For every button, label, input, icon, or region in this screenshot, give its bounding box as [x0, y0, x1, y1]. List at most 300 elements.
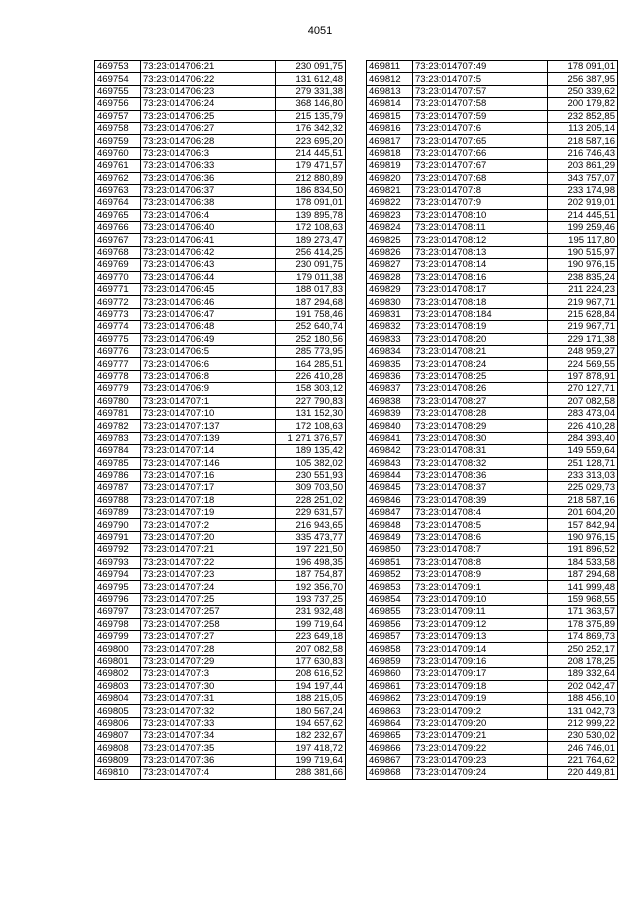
- cadastral-number-cell: 73:23:014709:23: [413, 754, 548, 766]
- cadastral-number-cell: 73:23:014706:41: [141, 234, 276, 246]
- row-number-cell: 469767: [95, 234, 141, 246]
- row-number-cell: 469785: [95, 457, 141, 469]
- cadastral-number-cell: 73:23:014708:27: [413, 395, 548, 407]
- cadastral-value-cell: 211 224,23: [548, 284, 618, 296]
- table-row: [95, 668, 346, 680]
- cadastral-value-cell: 283 473,04: [548, 407, 618, 419]
- cadastral-number-cell: 73:23:014708:5: [413, 519, 548, 531]
- row-number-cell: 469864: [367, 717, 413, 729]
- cadastral-value-cell: 201 604,20: [548, 507, 618, 519]
- row-number-cell: 469797: [95, 606, 141, 618]
- row-number-cell: 469841: [367, 432, 413, 444]
- table-row: [95, 767, 346, 779]
- table-row: [367, 519, 618, 531]
- table-row: [367, 593, 618, 605]
- cadastral-value-cell: 248 959,27: [548, 345, 618, 357]
- cadastral-value-cell: 184 533,58: [548, 556, 618, 568]
- cadastral-value-cell: 187 754,87: [276, 569, 346, 581]
- cadastral-value-cell: 285 773,95: [276, 345, 346, 357]
- row-number-cell: 469809: [95, 754, 141, 766]
- cadastral-number-cell: 73:23:014706:9: [141, 383, 276, 395]
- table-row: [367, 606, 618, 618]
- row-number-cell: 469867: [367, 754, 413, 766]
- cadastral-number-cell: 73:23:014707:67: [413, 160, 548, 172]
- cadastral-value-cell: 188 456,10: [548, 692, 618, 704]
- cadastral-number-cell: 73:23:014707:68: [413, 172, 548, 184]
- cadastral-number-cell: 73:23:014707:146: [141, 457, 276, 469]
- cadastral-value-cell: 218 587,16: [548, 135, 618, 147]
- table-row: [367, 160, 618, 172]
- table-row: [95, 531, 346, 543]
- row-number-cell: 469781: [95, 407, 141, 419]
- row-number-cell: 469762: [95, 172, 141, 184]
- cadastral-value-cell: 252 180,56: [276, 333, 346, 345]
- row-number-cell: 469858: [367, 643, 413, 655]
- cadastral-value-cell: 226 410,28: [548, 420, 618, 432]
- cadastral-number-cell: 73:23:014708:10: [413, 209, 548, 221]
- table-row: [95, 705, 346, 717]
- row-number-cell: 469756: [95, 98, 141, 110]
- table-row: [367, 655, 618, 667]
- row-number-cell: 469840: [367, 420, 413, 432]
- cadastral-value-cell: 229 171,38: [548, 333, 618, 345]
- row-number-cell: 469849: [367, 531, 413, 543]
- table-row: [367, 507, 618, 519]
- row-number-cell: 469795: [95, 581, 141, 593]
- cadastral-value-cell: 250 252,17: [548, 643, 618, 655]
- row-number-cell: 469868: [367, 767, 413, 779]
- row-number-cell: 469805: [95, 705, 141, 717]
- table-row: [95, 556, 346, 568]
- cadastral-number-cell: 73:23:014707:58: [413, 98, 548, 110]
- table-row: [95, 407, 346, 419]
- cadastral-value-cell: 131 152,30: [276, 407, 346, 419]
- table-row: [95, 246, 346, 258]
- row-number-cell: 469769: [95, 259, 141, 271]
- table-row: [95, 147, 346, 159]
- row-number-cell: 469812: [367, 73, 413, 85]
- cadastral-number-cell: 73:23:014707:258: [141, 618, 276, 630]
- row-number-cell: 469846: [367, 494, 413, 506]
- cadastral-number-cell: 73:23:014708:32: [413, 457, 548, 469]
- cadastral-number-cell: 73:23:014706:27: [141, 122, 276, 134]
- right-register-table: [366, 60, 618, 780]
- table-row: [95, 296, 346, 308]
- table-row: [367, 147, 618, 159]
- cadastral-number-cell: 73:23:014707:49: [413, 61, 548, 73]
- cadastral-value-cell: 178 375,89: [548, 618, 618, 630]
- cadastral-number-cell: 73:23:014706:43: [141, 259, 276, 271]
- table-row: [367, 544, 618, 556]
- cadastral-value-cell: 214 445,51: [548, 209, 618, 221]
- table-row: [367, 370, 618, 382]
- table-row: [95, 445, 346, 457]
- table-row: [95, 259, 346, 271]
- cadastral-value-cell: 203 861,29: [548, 160, 618, 172]
- cadastral-value-cell: 188 017,83: [276, 284, 346, 296]
- cadastral-number-cell: 73:23:014709:19: [413, 692, 548, 704]
- cadastral-value-cell: 279 331,38: [276, 85, 346, 97]
- cadastral-value-cell: 216 943,65: [276, 519, 346, 531]
- cadastral-number-cell: 73:23:014708:8: [413, 556, 548, 568]
- table-row: [95, 308, 346, 320]
- row-number-cell: 469842: [367, 445, 413, 457]
- cadastral-value-cell: 215 135,79: [276, 110, 346, 122]
- table-row: [95, 284, 346, 296]
- row-number-cell: 469778: [95, 370, 141, 382]
- cadastral-number-cell: 73:23:014709:1: [413, 581, 548, 593]
- row-number-cell: 469791: [95, 531, 141, 543]
- cadastral-number-cell: 73:23:014707:30: [141, 680, 276, 692]
- cadastral-value-cell: 187 294,68: [548, 569, 618, 581]
- table-row: [95, 122, 346, 134]
- row-number-cell: 469789: [95, 507, 141, 519]
- row-number-cell: 469859: [367, 655, 413, 667]
- cadastral-number-cell: 73:23:014706:25: [141, 110, 276, 122]
- row-number-cell: 469860: [367, 668, 413, 680]
- cadastral-value-cell: 189 273,47: [276, 234, 346, 246]
- cadastral-value-cell: 188 215,05: [276, 692, 346, 704]
- cadastral-value-cell: 252 640,74: [276, 321, 346, 333]
- cadastral-number-cell: 73:23:014708:29: [413, 420, 548, 432]
- cadastral-number-cell: 73:23:014707:19: [141, 507, 276, 519]
- table-row: [95, 569, 346, 581]
- cadastral-number-cell: 73:23:014707:65: [413, 135, 548, 147]
- table-row: [95, 110, 346, 122]
- cadastral-value-cell: 179 011,38: [276, 271, 346, 283]
- cadastral-value-cell: 139 895,78: [276, 209, 346, 221]
- row-number-cell: 469818: [367, 147, 413, 159]
- cadastral-value-cell: 195 117,80: [548, 234, 618, 246]
- cadastral-number-cell: 73:23:014708:12: [413, 234, 548, 246]
- row-number-cell: 469806: [95, 717, 141, 729]
- cadastral-value-cell: 199 719,64: [276, 754, 346, 766]
- cadastral-number-cell: 73:23:014707:16: [141, 469, 276, 481]
- cadastral-value-cell: 309 703,50: [276, 482, 346, 494]
- cadastral-number-cell: 73:23:014706:28: [141, 135, 276, 147]
- cadastral-number-cell: 73:23:014706:37: [141, 184, 276, 196]
- row-number-cell: 469817: [367, 135, 413, 147]
- table-row: [367, 345, 618, 357]
- row-number-cell: 469755: [95, 85, 141, 97]
- cadastral-number-cell: 73:23:014707:18: [141, 494, 276, 506]
- table-row: [367, 407, 618, 419]
- row-number-cell: 469854: [367, 593, 413, 605]
- table-row: [95, 754, 346, 766]
- row-number-cell: 469793: [95, 556, 141, 568]
- row-number-cell: 469834: [367, 345, 413, 357]
- table-row: [367, 246, 618, 258]
- cadastral-value-cell: 208 616,52: [276, 668, 346, 680]
- row-number-cell: 469759: [95, 135, 141, 147]
- table-row: [367, 197, 618, 209]
- cadastral-value-cell: 186 834,50: [276, 184, 346, 196]
- cadastral-value-cell: 197 878,91: [548, 370, 618, 382]
- cadastral-value-cell: 131 612,48: [276, 73, 346, 85]
- cadastral-number-cell: 73:23:014706:3: [141, 147, 276, 159]
- cadastral-value-cell: 182 232,67: [276, 730, 346, 742]
- table-row: [95, 420, 346, 432]
- table-row: [95, 742, 346, 754]
- cadastral-number-cell: 73:23:014707:139: [141, 432, 276, 444]
- row-number-cell: 469836: [367, 370, 413, 382]
- row-number-cell: 469833: [367, 333, 413, 345]
- table-row: [367, 643, 618, 655]
- table-row: [367, 581, 618, 593]
- row-number-cell: 469823: [367, 209, 413, 221]
- cadastral-number-cell: 73:23:014706:33: [141, 160, 276, 172]
- table-row: [95, 209, 346, 221]
- cadastral-value-cell: 197 418,72: [276, 742, 346, 754]
- row-number-cell: 469758: [95, 122, 141, 134]
- cadastral-value-cell: 231 932,48: [276, 606, 346, 618]
- row-number-cell: 469831: [367, 308, 413, 320]
- row-number-cell: 469753: [95, 61, 141, 73]
- cadastral-value-cell: 226 410,28: [276, 370, 346, 382]
- row-number-cell: 469804: [95, 692, 141, 704]
- cadastral-number-cell: 73:23:014707:25: [141, 593, 276, 605]
- cadastral-number-cell: 73:23:014707:1: [141, 395, 276, 407]
- cadastral-value-cell: 223 695,20: [276, 135, 346, 147]
- cadastral-value-cell: 246 746,01: [548, 742, 618, 754]
- cadastral-value-cell: 207 082,58: [548, 395, 618, 407]
- cadastral-number-cell: 73:23:014707:257: [141, 606, 276, 618]
- cadastral-value-cell: 256 414,25: [276, 246, 346, 258]
- cadastral-value-cell: 141 999,48: [548, 581, 618, 593]
- row-number-cell: 469835: [367, 358, 413, 370]
- cadastral-value-cell: 191 896,52: [548, 544, 618, 556]
- cadastral-number-cell: 73:23:014706:23: [141, 85, 276, 97]
- cadastral-value-cell: 232 852,85: [548, 110, 618, 122]
- cadastral-number-cell: 73:23:014707:9: [413, 197, 548, 209]
- cadastral-number-cell: 73:23:014708:20: [413, 333, 548, 345]
- table-row: [95, 370, 346, 382]
- cadastral-value-cell: 187 294,68: [276, 296, 346, 308]
- table-row: [95, 692, 346, 704]
- cadastral-number-cell: 73:23:014707:27: [141, 630, 276, 642]
- cadastral-value-cell: 196 498,35: [276, 556, 346, 568]
- cadastral-number-cell: 73:23:014708:184: [413, 308, 548, 320]
- cadastral-value-cell: 164 285,51: [276, 358, 346, 370]
- row-number-cell: 469799: [95, 630, 141, 642]
- table-row: [95, 643, 346, 655]
- cadastral-number-cell: 73:23:014706:44: [141, 271, 276, 283]
- table-row: [95, 321, 346, 333]
- table-row: [95, 717, 346, 729]
- row-number-cell: 469783: [95, 432, 141, 444]
- table-row: [95, 606, 346, 618]
- cadastral-value-cell: 202 919,01: [548, 197, 618, 209]
- row-number-cell: 469782: [95, 420, 141, 432]
- cadastral-number-cell: 73:23:014706:46: [141, 296, 276, 308]
- cadastral-value-cell: 214 445,51: [276, 147, 346, 159]
- cadastral-value-cell: 335 473,77: [276, 531, 346, 543]
- cadastral-number-cell: 73:23:014708:28: [413, 407, 548, 419]
- cadastral-number-cell: 73:23:014709:24: [413, 767, 548, 779]
- row-number-cell: 469844: [367, 469, 413, 481]
- table-row: [367, 184, 618, 196]
- cadastral-value-cell: 190 515,97: [548, 246, 618, 258]
- row-number-cell: 469825: [367, 234, 413, 246]
- row-number-cell: 469857: [367, 630, 413, 642]
- cadastral-value-cell: 219 967,71: [548, 321, 618, 333]
- table-row: [367, 110, 618, 122]
- cadastral-number-cell: 73:23:014708:9: [413, 569, 548, 581]
- table-row: [95, 519, 346, 531]
- table-row: [367, 730, 618, 742]
- row-number-cell: 469780: [95, 395, 141, 407]
- cadastral-value-cell: 202 042,47: [548, 680, 618, 692]
- cadastral-number-cell: 73:23:014707:23: [141, 569, 276, 581]
- cadastral-number-cell: 73:23:014709:20: [413, 717, 548, 729]
- row-number-cell: 469851: [367, 556, 413, 568]
- row-number-cell: 469807: [95, 730, 141, 742]
- cadastral-number-cell: 73:23:014707:17: [141, 482, 276, 494]
- cadastral-value-cell: 157 842,94: [548, 519, 618, 531]
- table-row: [95, 61, 346, 73]
- cadastral-value-cell: 177 630,83: [276, 655, 346, 667]
- cadastral-number-cell: 73:23:014706:38: [141, 197, 276, 209]
- table-row: [367, 98, 618, 110]
- cadastral-value-cell: 178 091,01: [276, 197, 346, 209]
- row-number-cell: 469827: [367, 259, 413, 271]
- cadastral-number-cell: 73:23:014707:66: [413, 147, 548, 159]
- cadastral-value-cell: 238 835,24: [548, 271, 618, 283]
- cadastral-value-cell: 194 657,62: [276, 717, 346, 729]
- page-number: 4051: [307, 25, 333, 37]
- cadastral-number-cell: 73:23:014708:25: [413, 370, 548, 382]
- row-number-cell: 469863: [367, 705, 413, 717]
- cadastral-number-cell: 73:23:014709:17: [413, 668, 548, 680]
- cadastral-value-cell: 230 091,75: [276, 259, 346, 271]
- table-row: [95, 333, 346, 345]
- row-number-cell: 469845: [367, 482, 413, 494]
- table-row: [367, 61, 618, 73]
- row-number-cell: 469788: [95, 494, 141, 506]
- cadastral-number-cell: 73:23:014707:33: [141, 717, 276, 729]
- cadastral-number-cell: 73:23:014709:22: [413, 742, 548, 754]
- table-row: [95, 271, 346, 283]
- row-number-cell: 469801: [95, 655, 141, 667]
- row-number-cell: 469796: [95, 593, 141, 605]
- cadastral-number-cell: 73:23:014706:21: [141, 61, 276, 73]
- cadastral-value-cell: 178 091,01: [548, 61, 618, 73]
- table-row: [95, 469, 346, 481]
- row-number-cell: 469843: [367, 457, 413, 469]
- table-row: [367, 717, 618, 729]
- cadastral-value-cell: 105 382,02: [276, 457, 346, 469]
- cadastral-number-cell: 73:23:014708:31: [413, 445, 548, 457]
- cadastral-number-cell: 73:23:014706:24: [141, 98, 276, 110]
- table-row: [367, 85, 618, 97]
- cadastral-value-cell: 227 790,83: [276, 395, 346, 407]
- table-row: [367, 259, 618, 271]
- table-row: [95, 457, 346, 469]
- table-row: [367, 531, 618, 543]
- row-number-cell: 469775: [95, 333, 141, 345]
- row-number-cell: 469760: [95, 147, 141, 159]
- table-row: [95, 593, 346, 605]
- row-number-cell: 469792: [95, 544, 141, 556]
- cadastral-value-cell: 221 764,62: [548, 754, 618, 766]
- cadastral-number-cell: 73:23:014706:6: [141, 358, 276, 370]
- table-row: [95, 655, 346, 667]
- cadastral-number-cell: 73:23:014707:59: [413, 110, 548, 122]
- cadastral-value-cell: 179 471,57: [276, 160, 346, 172]
- cadastral-value-cell: 220 449,81: [548, 767, 618, 779]
- cadastral-number-cell: 73:23:014709:12: [413, 618, 548, 630]
- cadastral-number-cell: 73:23:014707:35: [141, 742, 276, 754]
- table-row: [367, 383, 618, 395]
- table-row: [367, 445, 618, 457]
- cadastral-value-cell: 251 128,71: [548, 457, 618, 469]
- cadastral-number-cell: 73:23:014707:6: [413, 122, 548, 134]
- row-number-cell: 469839: [367, 407, 413, 419]
- cadastral-number-cell: 73:23:014708:6: [413, 531, 548, 543]
- cadastral-value-cell: 189 332,64: [548, 668, 618, 680]
- cadastral-number-cell: 73:23:014707:4: [141, 767, 276, 779]
- row-number-cell: 469798: [95, 618, 141, 630]
- table-row: [95, 507, 346, 519]
- row-number-cell: 469786: [95, 469, 141, 481]
- cadastral-number-cell: 73:23:014707:28: [141, 643, 276, 655]
- row-number-cell: 469866: [367, 742, 413, 754]
- table-row: [367, 692, 618, 704]
- table-row: [95, 544, 346, 556]
- cadastral-number-cell: 73:23:014708:17: [413, 284, 548, 296]
- cadastral-number-cell: 73:23:014706:4: [141, 209, 276, 221]
- row-number-cell: 469816: [367, 122, 413, 134]
- table-row: [95, 160, 346, 172]
- table-row: [367, 420, 618, 432]
- table-row: [367, 457, 618, 469]
- cadastral-number-cell: 73:23:014708:30: [413, 432, 548, 444]
- cadastral-value-cell: 192 356,70: [276, 581, 346, 593]
- cadastral-value-cell: 270 127,71: [548, 383, 618, 395]
- cadastral-value-cell: 190 976,15: [548, 531, 618, 543]
- row-number-cell: 469766: [95, 222, 141, 234]
- cadastral-value-cell: 216 746,43: [548, 147, 618, 159]
- table-row: [367, 73, 618, 85]
- cadastral-number-cell: 73:23:014708:21: [413, 345, 548, 357]
- row-number-cell: 469847: [367, 507, 413, 519]
- table-row: [367, 271, 618, 283]
- cadastral-value-cell: 174 869,73: [548, 630, 618, 642]
- cadastral-number-cell: 73:23:014707:137: [141, 420, 276, 432]
- cadastral-number-cell: 73:23:014707:20: [141, 531, 276, 543]
- cadastral-number-cell: 73:23:014708:36: [413, 469, 548, 481]
- cadastral-value-cell: 194 197,44: [276, 680, 346, 692]
- table-row: [367, 284, 618, 296]
- row-number-cell: 469763: [95, 184, 141, 196]
- cadastral-value-cell: 284 393,40: [548, 432, 618, 444]
- cadastral-value-cell: 368 146,80: [276, 98, 346, 110]
- cadastral-value-cell: 215 628,84: [548, 308, 618, 320]
- cadastral-number-cell: 73:23:014708:14: [413, 259, 548, 271]
- cadastral-number-cell: 73:23:014708:24: [413, 358, 548, 370]
- cadastral-value-cell: 228 251,02: [276, 494, 346, 506]
- cadastral-number-cell: 73:23:014709:21: [413, 730, 548, 742]
- table-row: [367, 432, 618, 444]
- row-number-cell: 469856: [367, 618, 413, 630]
- cadastral-value-cell: 250 339,62: [548, 85, 618, 97]
- row-number-cell: 469853: [367, 581, 413, 593]
- cadastral-value-cell: 233 174,98: [548, 184, 618, 196]
- cadastral-value-cell: 149 559,64: [548, 445, 618, 457]
- cadastral-value-cell: 189 135,42: [276, 445, 346, 457]
- cadastral-number-cell: 73:23:014707:36: [141, 754, 276, 766]
- cadastral-number-cell: 73:23:014707:22: [141, 556, 276, 568]
